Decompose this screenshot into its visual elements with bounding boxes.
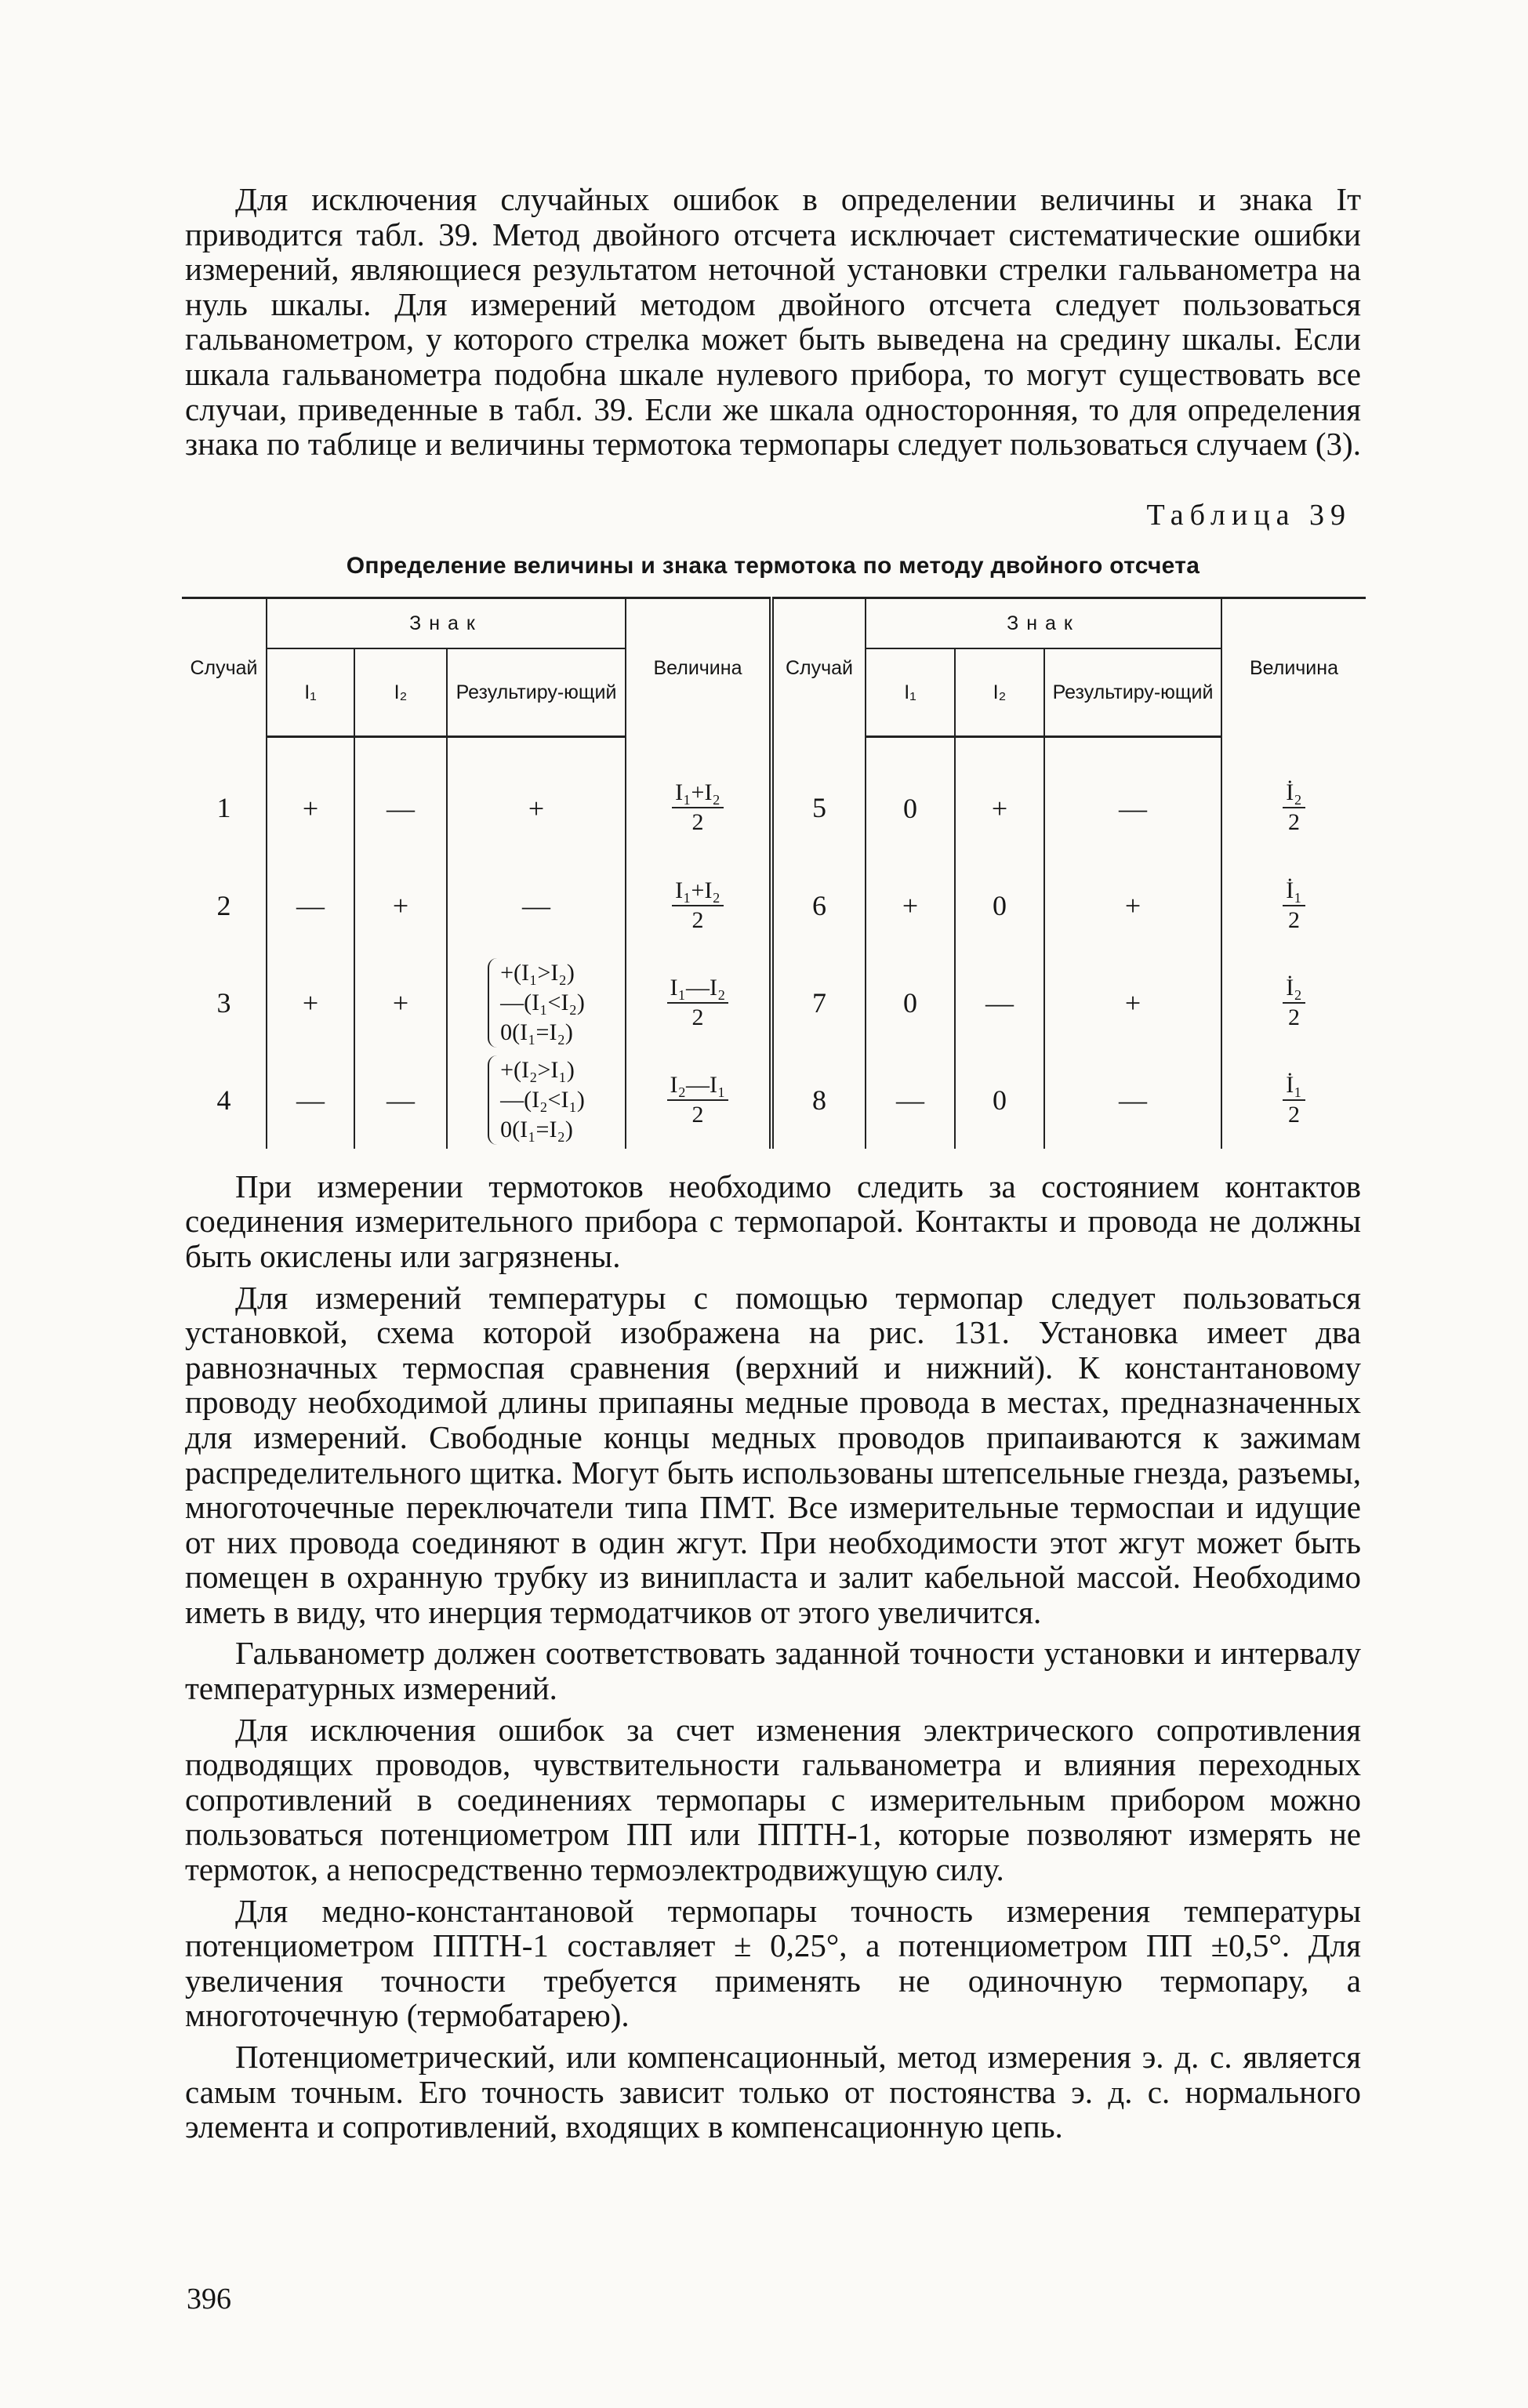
page-number: 396	[187, 2283, 231, 2315]
cell-i2: —	[354, 1051, 447, 1149]
body-paragraph: Для измерений температуры с помощью термопар следует пользоваться установкой, схема которой изображена на рис. 131. Установка имеет два равнозначных термоспая сравнения (верхний и нижний). К константановому проводу необходимой длины припаяны медные провода в местах, предназначенных для измерений. Свободные концы медных проводов припаиваются к зажимам распределительного щитка. Могут быть использованы штепсельные гнезда, разъемы, многоточечные переключатели типа ПМТ. Все измерительные термоспаи и идущие от них провода соединяют в один жгут. При необходимости этот жгут может быть помещен в охранную трубку из винипласта и залит кабельной массой. Необходимо иметь в виду, что инерция термодатчиков от этого увеличится.	[185, 1279, 1361, 1630]
cell-result	[447, 1051, 626, 1149]
cell-i2-2: 0	[955, 857, 1044, 954]
header-value-2: Величина	[1221, 597, 1366, 736]
cell-i2: +	[354, 857, 447, 954]
header-result: Результиру-ющий	[447, 648, 626, 737]
cell-i2: —	[354, 736, 447, 857]
page-content	[185, 182, 1361, 2145]
cell-i1: +	[267, 954, 354, 1051]
cell-i1: —	[267, 1051, 354, 1149]
cell-i1-2: —	[866, 1051, 955, 1149]
header-i2-2: I₂	[955, 648, 1044, 737]
header-i1-2: I₁	[866, 648, 955, 737]
body-paragraph: Для исключения ошибок за счет изменения электрического сопротивления подводящих проводов, чувствительности гальванометра и влияния переходных сопротивлений в соединениях термопары с измерительным прибором можно пользоваться потенциометром ПП или ППТН-1, которые позволяют измерять не термоток, а непосредственно термоэлектродвижущую силу.	[185, 1711, 1361, 1888]
result-brace: +(I₂>I₁) —(I₂<I₁) 0(I₁=I₂)	[488, 1055, 585, 1145]
header-case-2: Случай	[771, 597, 866, 736]
cell-i1-2: 0	[866, 954, 955, 1051]
cell-result: +	[447, 736, 626, 857]
cell-i1: —	[267, 857, 354, 954]
cell-case-2: 7	[771, 954, 866, 1051]
cell-case: 3	[216, 986, 231, 1019]
cell-value-2: $\frac{\text{İ₁}}{2}$	[1221, 1051, 1366, 1149]
cell-result-2: +	[1044, 857, 1221, 954]
cell-i2-2: 0	[955, 1051, 1044, 1149]
cell-case: 4	[216, 1084, 231, 1116]
cell-i1: +	[267, 736, 354, 857]
table-title: Определение величины и знака термотока по методу двойного отсчета	[346, 552, 1200, 579]
header-i2: I₂	[354, 648, 447, 737]
cell-value: $\frac{\text{I₁+I₂}}{2}$	[626, 857, 771, 954]
header-value: Величина	[626, 597, 771, 736]
header-case: Случай	[182, 597, 267, 736]
cell-case-2: 5	[771, 736, 866, 857]
header-i1: I₁	[267, 648, 354, 737]
table-row	[182, 736, 1366, 857]
cell-i1-2: 0	[866, 736, 955, 857]
cell-value: $\frac{\text{I₂—I₁}}{2}$	[626, 1051, 771, 1149]
table-row	[182, 954, 1366, 1051]
cell-result-2: —	[1044, 1051, 1221, 1149]
cell-result	[447, 954, 626, 1051]
body-paragraph: При измерении термотоков необходимо следить за состоянием контактов соединения измерительного прибора с термопарой. Контакты и провода не должны быть окислены или загрязнены.	[185, 1168, 1361, 1274]
cell-result-2: —	[1044, 736, 1221, 857]
table-row	[182, 1051, 1366, 1149]
table-row	[182, 857, 1366, 954]
header-result-2: Результиру-ющий	[1044, 648, 1221, 737]
body-paragraph: Гальванометр должен соответствовать заданной точности установки и интервалу температурных измерений.	[185, 1635, 1361, 1707]
cell-value-2: $\frac{\text{İ₁}}{2}$	[1221, 857, 1366, 954]
cell-i1-2: +	[866, 857, 955, 954]
cell-result-2: +	[1044, 954, 1221, 1051]
intro-paragraph: Для исключения случайных ошибок в определении величины и знака Iт приводится табл. 39. Метод двойного отсчета исключает систематические ошибки измерений, являющиеся результатом неточной установки стрелки гальванометра на нуль шкалы. Для измерений методом двойного отсчета следует пользоваться гальванометром, у которого стрелка может быть выведена на средину шкалы. Если шкала гальванометра подобна шкале нулевого прибора, то могут существовать все случаи, приведенные в табл. 39. Если же шкала односторонняя, то для определения знака по таблице и величины термотока термопары следует пользоваться случаем (3).	[185, 181, 1361, 463]
header-sign-2: Знак	[866, 597, 1221, 648]
cell-case: 1	[216, 792, 231, 823]
cell-case: 2	[216, 889, 231, 921]
result-brace: +(I₁>I₂) —(I₁<I₂) 0(I₁=I₂)	[488, 958, 585, 1048]
cell-i2-2: —	[955, 954, 1044, 1051]
body-paragraph: Потенциометрический, или компенсационный, метод измерения э. д. с. является самым точным. Его точность зависит только от постоянства э. д. с. нормального элемента и сопротивлений, входящих в компенсационную цепь.	[185, 2039, 1361, 2145]
body-paragraph: Для медно-константановой термопары точность измерения температуры потенциометром ППТН-1 составляет ± 0,25°, а потенциометром ПП ±0,5°. Для увеличения точности требуется применять не одиночную термопару, а многоточечную (термобатарею).	[185, 1892, 1361, 2034]
header-sign: Знак	[267, 597, 626, 648]
cell-value: $\frac{\text{I₁—I₂}}{2}$	[626, 954, 771, 1051]
table-number: Таблица 39	[1146, 498, 1352, 532]
cell-i2: +	[354, 954, 447, 1051]
cell-result: —	[447, 857, 626, 954]
cell-value: $\frac{\text{I₁+I₂}}{2}$	[626, 736, 771, 857]
cell-i2-2: +	[955, 736, 1044, 857]
cell-value-2: $\frac{\text{İ₂}}{2}$	[1221, 736, 1366, 857]
cell-value-2: $\frac{\text{İ₂}}{2}$	[1221, 954, 1366, 1051]
cell-case-2: 6	[771, 857, 866, 954]
cell-case-2: 8	[771, 1051, 866, 1149]
sign-value-table	[182, 597, 1366, 1149]
